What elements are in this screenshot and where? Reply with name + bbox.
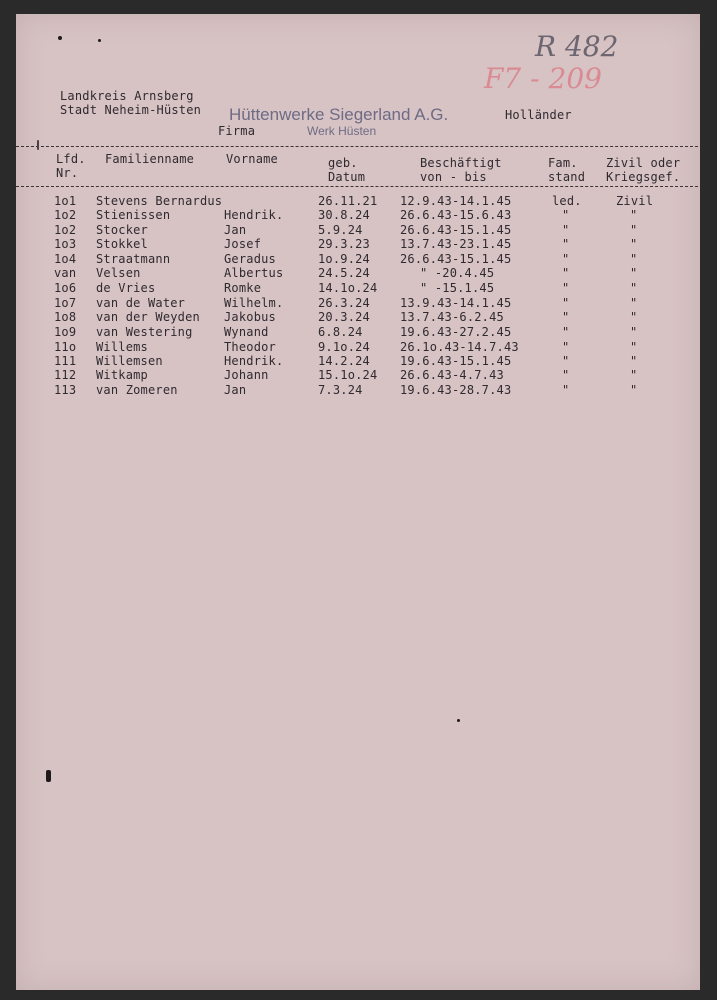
cell-familienname: de Vries: [96, 281, 156, 295]
cell-geb: 5.9.24: [318, 223, 363, 237]
cell-geb: 26.11.21: [318, 194, 378, 208]
cell-vorname: Jan: [224, 383, 247, 397]
table-row: [0, 237, 684, 251]
cell-famstand: ": [562, 383, 570, 397]
cell-familienname: Velsen: [96, 266, 141, 280]
cell-vorname: Wilhelm.: [224, 296, 284, 310]
cell-zivil: ": [630, 296, 638, 310]
header-rule-top: [16, 146, 698, 147]
table-row: [0, 266, 684, 280]
table-row: [0, 310, 684, 324]
table-row: [0, 368, 684, 382]
paper-speck: [46, 770, 51, 782]
cell-familienname: Stienissen: [96, 208, 171, 222]
cell-zivil: ": [630, 237, 638, 251]
cell-familienname: van Westering: [96, 325, 193, 339]
cell-beschaeftigt: 26.6.43-15.6.43: [400, 208, 512, 222]
cell-vorname: Josef: [224, 237, 262, 251]
cell-geb: 14.2.24: [318, 354, 370, 368]
paper-speck: [98, 39, 101, 42]
col-geb-2: Datum: [328, 170, 366, 184]
cell-beschaeftigt: " -20.4.45: [420, 266, 495, 280]
cell-beschaeftigt: 13.7.43-23.1.45: [400, 237, 512, 251]
cell-geb: 26.3.24: [318, 296, 370, 310]
cell-vorname: Jan: [224, 223, 247, 237]
cell-zivil: ": [630, 223, 638, 237]
nationality-label: Holländer: [505, 108, 572, 122]
cell-zivil: ": [630, 368, 638, 382]
cell-beschaeftigt: 26.6.43-15.1.45: [400, 223, 512, 237]
col-geb-1: geb.: [328, 156, 358, 170]
table-row: [0, 354, 684, 368]
cell-familienname: Witkamp: [96, 368, 148, 382]
cell-nr: 1o9: [54, 325, 77, 339]
cell-famstand: ": [562, 296, 570, 310]
cell-beschaeftigt: 26.6.43-4.7.43: [400, 368, 504, 382]
cell-famstand: ": [562, 266, 570, 280]
werk-stamp: Werk Hüsten: [307, 124, 377, 138]
stadt-line: Stadt Neheim-Hüsten: [60, 103, 202, 117]
paper-speck: [58, 36, 62, 40]
table-row: [0, 340, 684, 354]
cell-vorname: Hendrik.: [224, 354, 284, 368]
paper-speck: [37, 140, 39, 150]
cell-vorname: Hendrik.: [224, 208, 284, 222]
cell-zivil: ": [630, 208, 638, 222]
landkreis-line: Landkreis Arnsberg: [60, 89, 194, 103]
cell-nr: 11o: [54, 340, 77, 354]
cell-familienname: van der Weyden: [96, 310, 200, 324]
cell-geb: 1o.9.24: [318, 252, 370, 266]
table-row: [0, 296, 684, 310]
header-rule-bottom: [16, 186, 698, 187]
col-besch-1: Beschäftigt: [420, 156, 502, 170]
cell-nr: 1o7: [54, 296, 77, 310]
firma-label: Firma: [218, 124, 256, 138]
table-row: [0, 325, 684, 339]
table-row: [0, 252, 684, 266]
cell-vorname: Romke: [224, 281, 262, 295]
cell-nr: 1o4: [54, 252, 77, 266]
cell-geb: 24.5.24: [318, 266, 370, 280]
cell-geb: 7.3.24: [318, 383, 363, 397]
cell-beschaeftigt: 26.1o.43-14.7.43: [400, 340, 519, 354]
cell-nr: 112: [54, 368, 77, 382]
cell-zivil: ": [630, 281, 638, 295]
cell-zivil: Zivil: [616, 194, 654, 208]
cell-famstand: led.: [552, 194, 582, 208]
cell-nr: 1o8: [54, 310, 77, 324]
cell-nr: 1o2: [54, 223, 77, 237]
cell-beschaeftigt: 13.7.43-6.2.45: [400, 310, 504, 324]
cell-familienname: Stokkel: [96, 237, 148, 251]
col-familienname: Familienname: [105, 152, 195, 166]
col-zivil-2: Kriegsgef.: [606, 170, 681, 184]
col-fam-2: stand: [548, 170, 586, 184]
cell-vorname: Jakobus: [224, 310, 276, 324]
cell-beschaeftigt: 12.9.43-14.1.45: [400, 194, 512, 208]
cell-familienname: Stevens Bernardus: [96, 194, 223, 208]
table-row: [0, 383, 684, 397]
col-vorname: Vorname: [226, 152, 278, 166]
cell-nr: 111: [54, 354, 77, 368]
col-fam-1: Fam.: [548, 156, 578, 170]
cell-famstand: ": [562, 223, 570, 237]
cell-vorname: Johann: [224, 368, 269, 382]
cell-famstand: ": [562, 281, 570, 295]
cell-famstand: ": [562, 354, 570, 368]
col-lfd-1: Lfd.: [56, 152, 86, 166]
cell-familienname: Straatmann: [96, 252, 171, 266]
cell-beschaeftigt: 19.6.43-27.2.45: [400, 325, 512, 339]
cell-nr: 1o3: [54, 237, 77, 251]
cell-beschaeftigt: 26.6.43-15.1.45: [400, 252, 512, 266]
col-besch-2: von - bis: [420, 170, 487, 184]
cell-nr: 1o2: [54, 208, 77, 222]
cell-beschaeftigt: 19.6.43-15.1.45: [400, 354, 512, 368]
cell-zivil: ": [630, 354, 638, 368]
cell-familienname: Willemsen: [96, 354, 163, 368]
cell-zivil: ": [630, 325, 638, 339]
cell-nr: van: [54, 266, 77, 280]
cell-famstand: ": [562, 252, 570, 266]
cell-familienname: van Zomeren: [96, 383, 178, 397]
cell-geb: 14.1o.24: [318, 281, 378, 295]
file-number: F7 - 209: [484, 62, 602, 95]
cell-beschaeftigt: 19.6.43-28.7.43: [400, 383, 512, 397]
cell-familienname: van de Water: [96, 296, 186, 310]
cell-geb: 6.8.24: [318, 325, 363, 339]
company-stamp: Hüttenwerke Siegerland A.G.: [229, 105, 449, 124]
table-row: [0, 281, 684, 295]
cell-vorname: Theodor: [224, 340, 276, 354]
cell-beschaeftigt: " -15.1.45: [420, 281, 495, 295]
cell-famstand: ": [562, 237, 570, 251]
cell-vorname: Albertus: [224, 266, 284, 280]
paper-speck: [457, 719, 460, 722]
archive-mark: R 482: [535, 30, 619, 63]
cell-geb: 30.8.24: [318, 208, 370, 222]
cell-famstand: ": [562, 310, 570, 324]
cell-familienname: Stocker: [96, 223, 148, 237]
cell-famstand: ": [562, 325, 570, 339]
col-zivil-1: Zivil oder: [606, 156, 681, 170]
cell-familienname: Willems: [96, 340, 148, 354]
cell-zivil: ": [630, 310, 638, 324]
cell-geb: 20.3.24: [318, 310, 370, 324]
cell-nr: 113: [54, 383, 77, 397]
table-row: [0, 208, 684, 222]
cell-beschaeftigt: 13.9.43-14.1.45: [400, 296, 512, 310]
cell-zivil: ": [630, 266, 638, 280]
cell-geb: 15.1o.24: [318, 368, 378, 382]
cell-zivil: ": [630, 383, 638, 397]
cell-vorname: Wynand: [224, 325, 269, 339]
cell-zivil: ": [630, 340, 638, 354]
cell-zivil: ": [630, 252, 638, 266]
cell-famstand: ": [562, 208, 570, 222]
table-row: [0, 194, 684, 208]
col-lfd-2: Nr.: [56, 166, 79, 180]
cell-famstand: ": [562, 368, 570, 382]
cell-nr: 1o1: [54, 194, 77, 208]
table-row: [0, 223, 684, 237]
cell-famstand: ": [562, 340, 570, 354]
cell-geb: 29.3.23: [318, 237, 370, 251]
cell-geb: 9.1o.24: [318, 340, 370, 354]
cell-nr: 1o6: [54, 281, 77, 295]
cell-vorname: Geradus: [224, 252, 276, 266]
